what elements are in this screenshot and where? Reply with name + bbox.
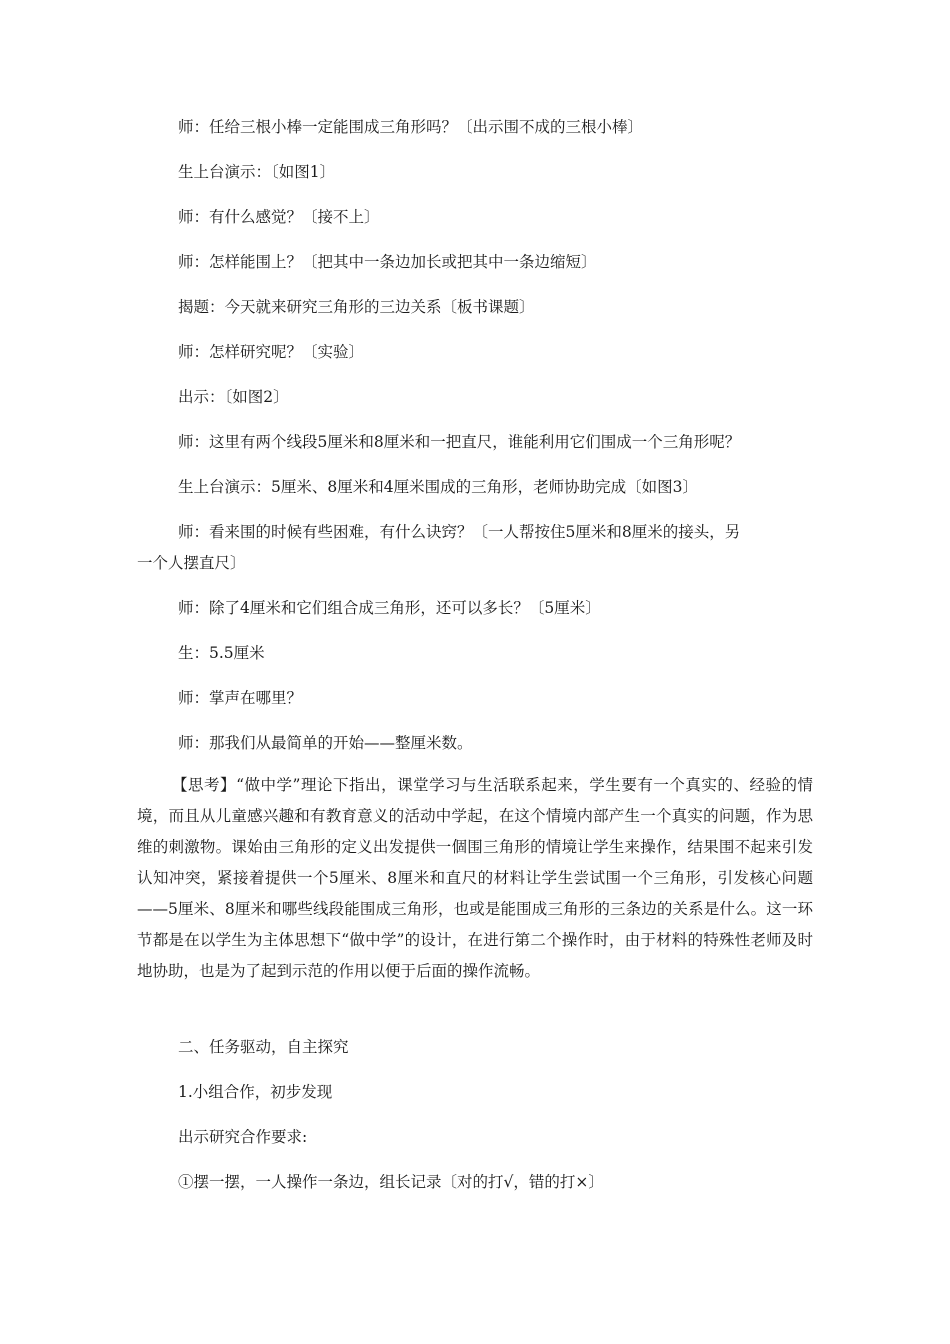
dialogue-line: 师：任给三根小棒一定能围成三角形吗？〔出示围不成的三根小棒〕: [178, 118, 644, 136]
dialogue-line: 出示：〔如图2〕: [178, 388, 289, 406]
requirement-item: ①摆一摆，一人操作一条边，组长记录〔对的打√，错的打×〕: [178, 1173, 604, 1191]
requirement-title: 出示研究合作要求:: [178, 1128, 308, 1146]
dialogue-line: 生上台演示：5厘米、8厘米和4厘米围成的三角形，老师协助完成〔如图3〕: [178, 478, 698, 496]
dialogue-line: 师：掌声在哪里？: [178, 689, 303, 707]
dialogue-line: 师：有什么感觉？〔接不上〕: [178, 208, 380, 226]
dialogue-line: 师：怎样能围上？〔把其中一条边加长或把其中一条边缩短〕: [178, 253, 597, 271]
dialogue-line: 揭题：今天就来研究三角形的三边关系〔板书课题〕: [178, 298, 535, 316]
dialogue-line: 师：那我们从最简单的开始——整厘米数。: [178, 734, 473, 752]
reflection-paragraph: 【思考】“做中学”理论下指出，课堂学习与生活联系起来，学生要有一个真实的、经验的情境，而且从儿童感兴趣和有教育意义的活动中学起，在这个情境内部产生一个真实的问题，作为思维的刺激物。课始由三角形的定义出发提供一個围三角形的情境让学生来操作，结果围不起来引发认知冲突，紧接着提供一个5厘米、8厘米和直尺的材料让学生尝试围一个三角形，引发核心问题——5厘米、8厘米和哪些线段能围成三角形，也或是能围成三角形的三条边的关系是什么。这一环节都是在以学生为主体思想下“做中学”的设计，在进行第二个操作时，由于材料的特殊性老师及时地协助，也是为了起到示范的作用以便于后面的操作流畅。: [137, 776, 813, 980]
dialogue-line: 师：看来围的时候有些困难，有什么诀窍？〔一人帮按住5厘米和8厘米的接头，另: [178, 523, 741, 541]
dialogue-line: 师：怎样研究呢？〔实验〕: [178, 343, 365, 361]
dialogue-line: 师：除了4厘米和它们组合成三角形，还可以多长？〔5厘米〕: [178, 599, 601, 617]
dialogue-line: 生上台演示：〔如图1〕: [178, 163, 336, 181]
dialogue-line-continuation: 一个人摆直尺〕: [137, 554, 246, 572]
subsection-heading: 1.小组合作，初步发现: [178, 1083, 333, 1101]
section-heading: 二、任务驱动，自主探究: [178, 1038, 349, 1056]
dialogue-line: 师：这里有两个线段5厘米和8厘米和一把直尺，谁能利用它们围成一个三角形呢？: [178, 433, 741, 451]
dialogue-line: 生：5.5厘米: [178, 644, 265, 662]
